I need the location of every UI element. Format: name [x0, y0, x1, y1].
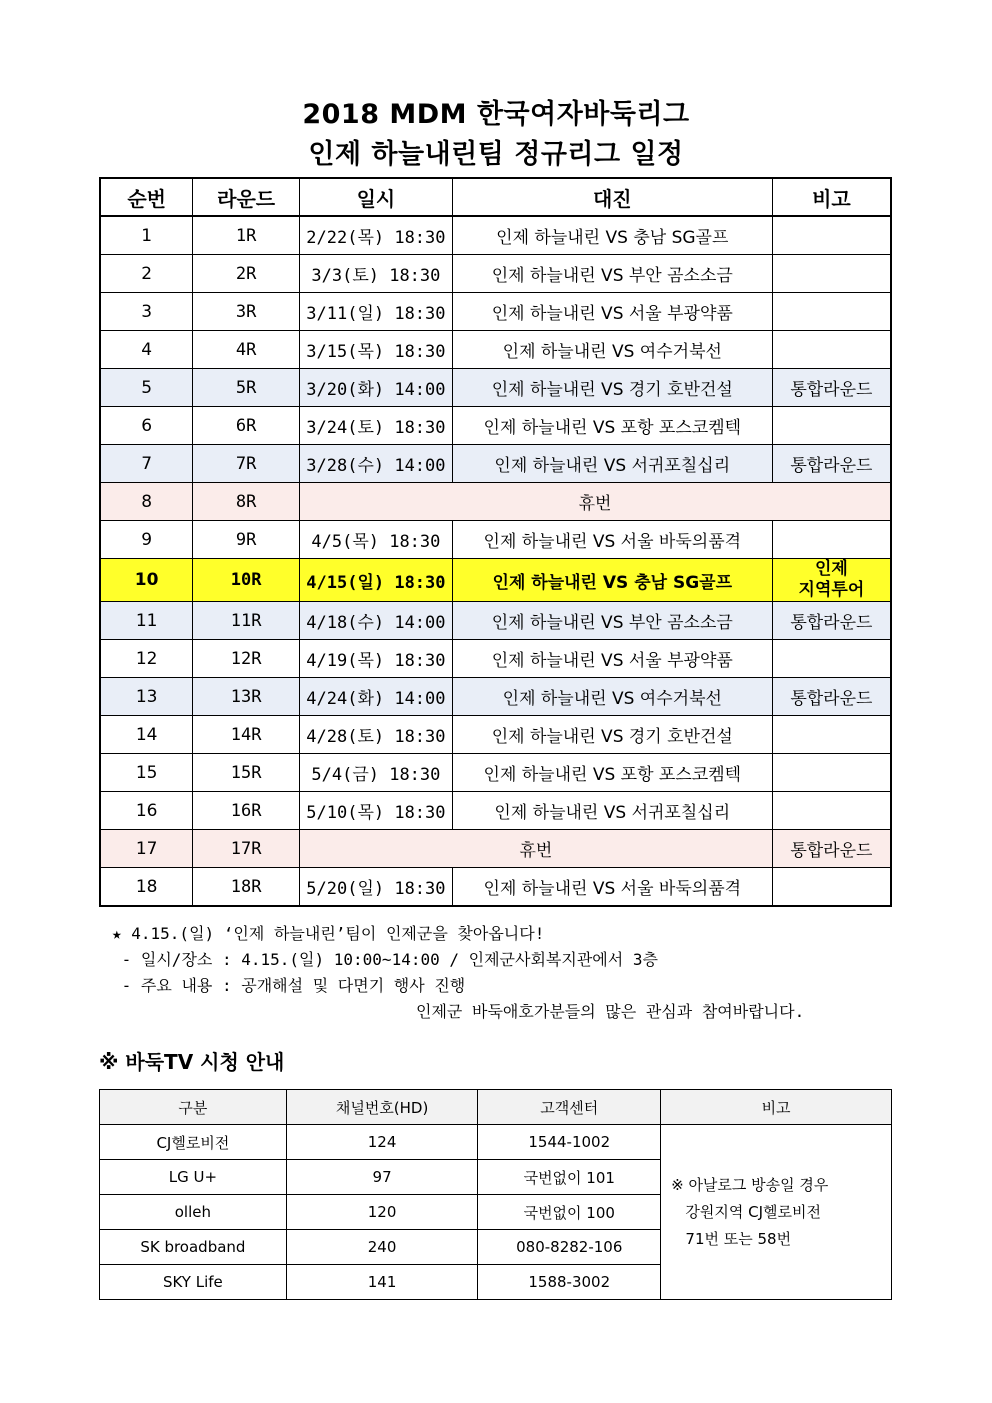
cell-round: 4R — [193, 331, 300, 369]
cell-round: 8R — [193, 483, 300, 521]
header-provider: 구분 — [100, 1090, 287, 1125]
cell-no: 18 — [100, 868, 193, 907]
cell-match: 인제 하늘내린 VS 서울 바둑의품격 — [452, 521, 772, 559]
cell-date: 4/24(화) 14:00 — [300, 678, 453, 716]
cell-round: 12R — [193, 640, 300, 678]
cell-note: 통합라운드 — [772, 445, 891, 483]
cell-round: 7R — [193, 445, 300, 483]
cell-round: 10R — [193, 559, 300, 602]
cell-date: 3/11(일) 18:30 — [300, 293, 453, 331]
cell-no: 7 — [100, 445, 193, 483]
title-line-1: 2018 MDM 한국여자바둑리그 — [302, 99, 690, 130]
table-row — [100, 792, 891, 830]
cell-round: 1R — [193, 216, 300, 255]
table-row — [100, 331, 891, 369]
header-channel: 채널번호(HD) — [286, 1090, 478, 1125]
cell-match: 인제 하늘내린 VS 충남 SG골프 — [452, 559, 772, 602]
cell-date: 3/28(수) 14:00 — [300, 445, 453, 483]
table-row — [100, 521, 891, 559]
cell-date: 5/10(목) 18:30 — [300, 792, 453, 830]
table-row — [100, 255, 891, 293]
cell-match: 인제 하늘내린 VS 포항 포스코켐텍 — [452, 407, 772, 445]
cell-match: 인제 하늘내린 VS 경기 호반건설 — [452, 369, 772, 407]
cell-note — [772, 331, 891, 369]
table-row — [100, 445, 891, 483]
cell-provider: SK broadband — [100, 1230, 287, 1265]
cell-date: 3/20(화) 14:00 — [300, 369, 453, 407]
cell-no: 17 — [100, 830, 193, 868]
table-row — [100, 602, 891, 640]
cell-note — [772, 559, 891, 602]
cell-date: 3/24(토) 18:30 — [300, 407, 453, 445]
cell-no: 1 — [100, 216, 193, 255]
header-no: 순번 — [100, 178, 193, 216]
cell-note — [772, 293, 891, 331]
cell-service-center: 국번없이 101 — [478, 1160, 661, 1195]
cell-match: 인제 하늘내린 VS 서울 부광약품 — [452, 640, 772, 678]
cell-service-center: 1588-3002 — [478, 1265, 661, 1300]
title-line-2: 인제 하늘내린팀 정규리그 일정 — [308, 139, 684, 170]
table-row — [100, 830, 891, 868]
table-row — [100, 754, 891, 792]
cell-provider: SKY Life — [100, 1265, 287, 1300]
notice-line-3: - 주요 내용 : 공개해설 및 다면기 행사 진행 — [112, 976, 466, 995]
cell-round: 17R — [193, 830, 300, 868]
cell-round: 15R — [193, 754, 300, 792]
cell-round: 6R — [193, 407, 300, 445]
cell-match: 인제 하늘내린 VS 서귀포칠십리 — [452, 792, 772, 830]
header-note: 비고 — [772, 178, 891, 216]
cell-no: 10 — [100, 559, 193, 602]
cell-match: 인제 하늘내린 VS 여수거북선 — [452, 331, 772, 369]
cell-no: 16 — [100, 792, 193, 830]
cell-note — [772, 216, 891, 255]
cell-note: 통합라운드 — [772, 678, 891, 716]
header-date: 일시 — [300, 178, 453, 216]
cell-note: 통합라운드 — [772, 369, 891, 407]
cell-round: 13R — [193, 678, 300, 716]
note-line-2: 지역투어 — [798, 580, 865, 600]
table-row — [100, 483, 891, 521]
cell-no: 4 — [100, 331, 193, 369]
header-service-center: 고객센터 — [478, 1090, 661, 1125]
notice-line-4: 인제군 바둑애호가분들의 많은 관심과 참여바랍니다. — [416, 1002, 805, 1021]
table-row — [100, 868, 891, 907]
cell-match: 인제 하늘내린 VS 부안 곰소소금 — [452, 602, 772, 640]
tv-guide-heading: ※ 바둑TV 시청 안내 — [99, 1050, 285, 1074]
cell-round: 9R — [193, 521, 300, 559]
cell-provider: LG U+ — [100, 1160, 287, 1195]
header-match: 대진 — [452, 178, 772, 216]
cell-round: 5R — [193, 369, 300, 407]
cell-note — [772, 716, 891, 754]
cell-match: 인제 하늘내린 VS 경기 호반건설 — [452, 716, 772, 754]
table-row — [100, 407, 891, 445]
cell-no: 2 — [100, 255, 193, 293]
cell-match: 인제 하늘내린 VS 여수거북선 — [452, 678, 772, 716]
cell-note — [772, 407, 891, 445]
notice-line-2: - 일시/장소 : 4.15.(일) 10:00~14:00 / 인제군사회복지관에서 3층 — [112, 950, 658, 969]
notice-line-1: ★ 4.15.(일) ‘인제 하늘내린’팀이 인제군을 찾아옵니다! — [112, 924, 545, 943]
cell-no: 8 — [100, 483, 193, 521]
table-row — [100, 369, 891, 407]
cell-provider: CJ헬로비전 — [100, 1125, 287, 1160]
cell-no: 12 — [100, 640, 193, 678]
cell-match: 인제 하늘내린 VS 부안 곰소소금 — [452, 255, 772, 293]
cell-note — [772, 792, 891, 830]
cell-rest: 휴번 — [300, 483, 891, 521]
cell-note — [772, 255, 891, 293]
cell-no: 5 — [100, 369, 193, 407]
note-line-1: 인제 — [814, 559, 848, 579]
cell-match: 인제 하늘내린 VS 서울 바둑의품격 — [452, 868, 772, 907]
cell-date: 4/18(수) 14:00 — [300, 602, 453, 640]
table-row — [100, 216, 891, 255]
cell-remark: ※ 아날로그 방송일 경우 강원지역 CJ헬로비전 71번 또는 58번 — [661, 1125, 892, 1300]
cell-no: 13 — [100, 678, 193, 716]
cell-date: 3/15(목) 18:30 — [300, 331, 453, 369]
cell-channel: 141 — [286, 1265, 478, 1300]
cell-service-center: 080-8282-106 — [478, 1230, 661, 1265]
cell-channel: 97 — [286, 1160, 478, 1195]
tv-channel-table — [99, 1089, 892, 1300]
cell-date: 2/22(목) 18:30 — [300, 216, 453, 255]
schedule-header-row — [100, 178, 891, 216]
header-round: 라운드 — [193, 178, 300, 216]
schedule-table — [99, 177, 892, 907]
cell-rest: 휴번 — [300, 830, 773, 868]
cell-round: 18R — [193, 868, 300, 907]
cell-channel: 240 — [286, 1230, 478, 1265]
cell-match: 인제 하늘내린 VS 포항 포스코켐텍 — [452, 754, 772, 792]
cell-round: 3R — [193, 293, 300, 331]
cell-note: 통합라운드 — [772, 602, 891, 640]
cell-date: 5/4(금) 18:30 — [300, 754, 453, 792]
cell-date: 4/5(목) 18:30 — [300, 521, 453, 559]
cell-date: 5/20(일) 18:30 — [300, 868, 453, 907]
cell-no: 14 — [100, 716, 193, 754]
cell-note — [772, 521, 891, 559]
cell-no: 6 — [100, 407, 193, 445]
table-row — [100, 640, 891, 678]
cell-note — [772, 640, 891, 678]
header-remark: 비고 — [661, 1090, 892, 1125]
cell-match: 인제 하늘내린 VS 서귀포칠십리 — [452, 445, 772, 483]
cell-no: 15 — [100, 754, 193, 792]
cell-date: 4/28(토) 18:30 — [300, 716, 453, 754]
cell-round: 16R — [193, 792, 300, 830]
tv-header-row — [100, 1090, 892, 1125]
cell-match: 인제 하늘내린 VS 서울 부광약품 — [452, 293, 772, 331]
cell-no: 3 — [100, 293, 193, 331]
cell-no: 11 — [100, 602, 193, 640]
table-row-highlight — [100, 559, 891, 602]
table-row — [100, 716, 891, 754]
cell-date: 4/15(일) 18:30 — [300, 559, 453, 602]
cell-match: 인제 하늘내린 VS 충남 SG골프 — [452, 216, 772, 255]
cell-date: 3/3(토) 18:30 — [300, 255, 453, 293]
cell-note: 통합라운드 — [772, 830, 891, 868]
table-row — [100, 293, 891, 331]
cell-no: 9 — [100, 521, 193, 559]
table-row — [100, 1125, 892, 1160]
cell-round: 2R — [193, 255, 300, 293]
table-row — [100, 678, 891, 716]
cell-round: 14R — [193, 716, 300, 754]
cell-channel: 124 — [286, 1125, 478, 1160]
cell-service-center: 1544-1002 — [478, 1125, 661, 1160]
cell-provider: olleh — [100, 1195, 287, 1230]
cell-channel: 120 — [286, 1195, 478, 1230]
cell-note — [772, 868, 891, 907]
cell-service-center: 국번없이 100 — [478, 1195, 661, 1230]
cell-note — [772, 754, 891, 792]
cell-date: 4/19(목) 18:30 — [300, 640, 453, 678]
cell-round: 11R — [193, 602, 300, 640]
